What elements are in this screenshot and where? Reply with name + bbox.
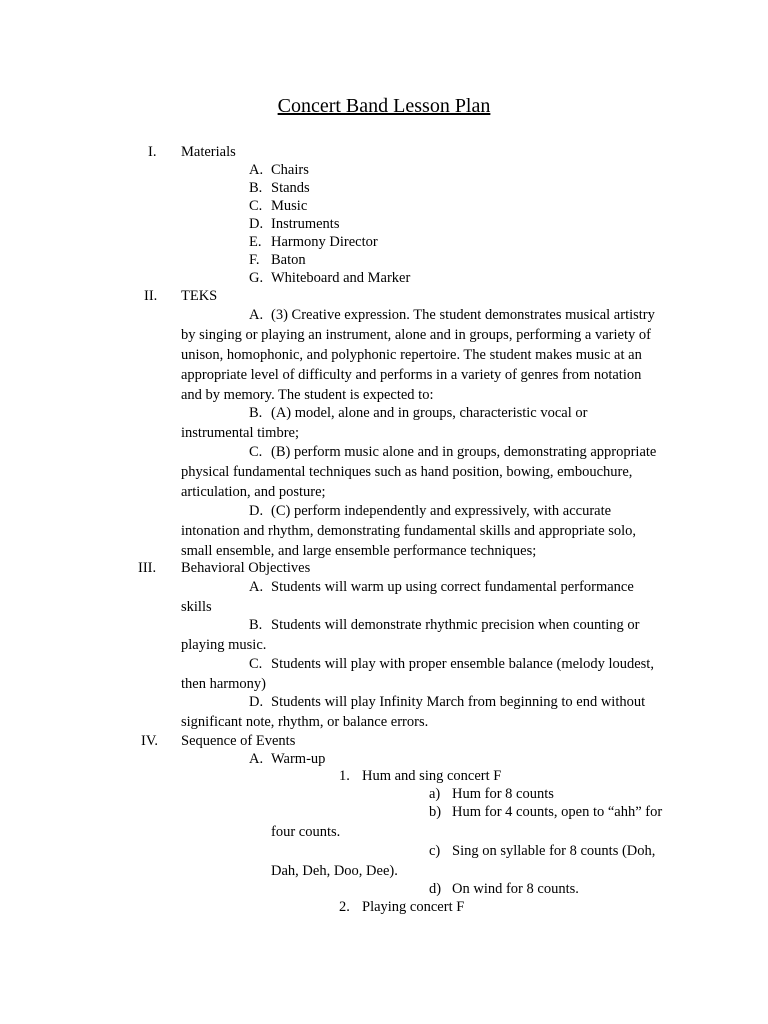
list-sub-letter: d): [429, 881, 442, 897]
paragraph-line: (B) perform music alone and in groups, demonstrating appropriate: [271, 444, 657, 460]
paragraph-line: Students will warm up using correct fundamental performance: [271, 579, 634, 595]
list-letter: D.: [249, 694, 264, 710]
list-item: Chairs: [271, 162, 309, 178]
list-letter: D.: [249, 503, 264, 519]
section-numeral: III.: [138, 560, 157, 576]
paragraph-line: unison, homophonic, and polyphonic repertoire. The student makes music at an: [181, 347, 642, 363]
list-item: Warm-up: [271, 751, 326, 767]
list-item: Hum for 8 counts: [452, 786, 554, 802]
list-item: Hum and sing concert F: [362, 768, 502, 784]
list-number: 1.: [339, 768, 350, 784]
list-letter: A.: [249, 751, 264, 767]
list-item: On wind for 8 counts.: [452, 881, 579, 897]
page-title: Concert Band Lesson Plan: [277, 95, 491, 117]
list-sub-letter: b): [429, 804, 442, 820]
list-letter: C.: [249, 656, 263, 672]
section-heading-behavioral-objectives: Behavioral Objectives: [181, 560, 311, 576]
paragraph-line: intonation and rhythm, demonstrating fundamental skills and appropriate solo,: [181, 523, 637, 539]
list-item: Whiteboard and Marker: [271, 270, 411, 286]
section-numeral: II.: [144, 288, 158, 304]
list-letter: E.: [249, 234, 262, 250]
paragraph-line: (C) perform independently and expressively, with accurate: [271, 503, 612, 519]
paragraph-line: Students will demonstrate rhythmic precision when counting or: [271, 617, 640, 633]
section-heading-sequence-of-events: Sequence of Events: [181, 733, 296, 749]
paragraph-line: Dah, Deh, Doo, Dee).: [271, 863, 398, 879]
list-item: Instruments: [271, 216, 340, 232]
paragraph-line: significant note, rhythm, or balance errors.: [181, 714, 429, 730]
list-item: Music: [271, 198, 308, 214]
list-letter: B.: [249, 405, 263, 421]
list-letter: C.: [249, 444, 263, 460]
paragraph-line: skills: [181, 599, 212, 615]
section-heading-materials: Materials: [181, 144, 236, 160]
paragraph-line: physical fundamental techniques such as hand position, bowing, embouchure,: [181, 464, 633, 480]
list-letter: A.: [249, 307, 264, 323]
list-item: Harmony Director: [271, 234, 378, 250]
paragraph-line: (A) model, alone and in groups, characteristic vocal or: [271, 405, 588, 421]
list-sub-letter: a): [429, 786, 441, 802]
list-letter: D.: [249, 216, 264, 232]
list-item: Sing on syllable for 8 counts (Doh,: [452, 843, 656, 859]
list-item: Stands: [271, 180, 310, 196]
list-letter: C.: [249, 198, 263, 214]
paragraph-line: Students will play with proper ensemble balance (melody loudest,: [271, 656, 654, 672]
paragraph-line: small ensemble, and large ensemble performance techniques;: [181, 543, 537, 559]
list-letter: A.: [249, 162, 264, 178]
paragraph-line: articulation, and posture;: [181, 484, 326, 500]
list-item: Hum for 4 counts, open to “ahh” for: [452, 804, 663, 820]
list-item: Baton: [271, 252, 306, 268]
paragraph-line: then harmony): [181, 676, 266, 692]
paragraph-line: four counts.: [271, 824, 341, 840]
list-letter: F.: [249, 252, 260, 268]
paragraph-line: appropriate level of difficulty and performs in a variety of genres from notation: [181, 367, 642, 383]
paragraph-line: by singing or playing an instrument, alone and in groups, performing a variety of: [181, 327, 651, 343]
list-letter: G.: [249, 270, 264, 286]
list-letter: B.: [249, 617, 263, 633]
section-numeral: I.: [148, 144, 157, 160]
list-sub-letter: c): [429, 843, 441, 859]
list-number: 2.: [339, 899, 350, 915]
list-item: Playing concert F: [362, 899, 465, 915]
paragraph-line: instrumental timbre;: [181, 425, 299, 441]
section-numeral: IV.: [141, 733, 159, 749]
list-letter: A.: [249, 579, 264, 595]
paragraph-line: (3) Creative expression. The student demonstrates musical artistry: [271, 307, 655, 323]
paragraph-line: playing music.: [181, 637, 267, 653]
paragraph-line: and by memory. The student is expected to:: [181, 387, 434, 403]
paragraph-line: Students will play Infinity March from beginning to end without: [271, 694, 646, 710]
section-heading-teks: TEKS: [181, 288, 218, 304]
list-letter: B.: [249, 180, 263, 196]
